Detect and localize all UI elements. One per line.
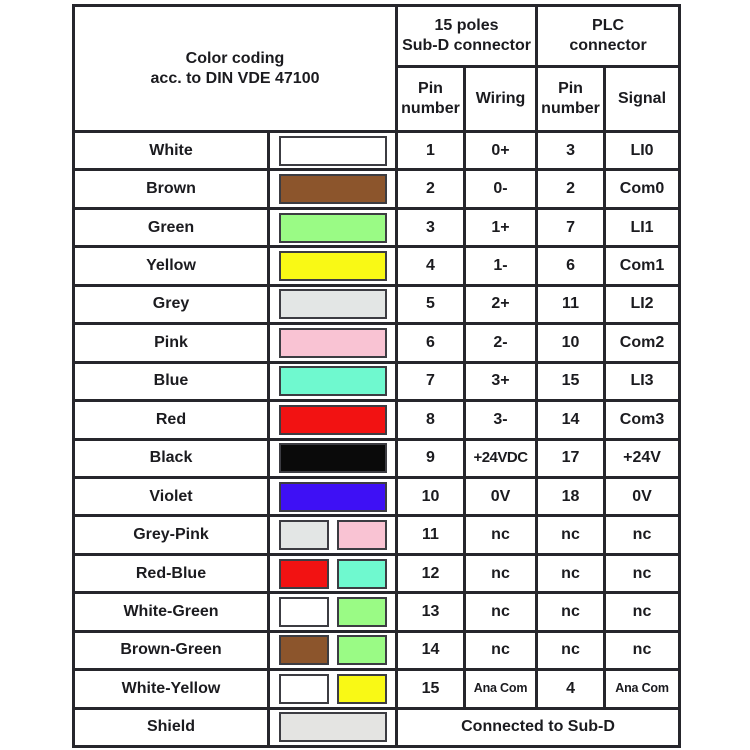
column-header-signal: Signal <box>605 67 680 132</box>
signal-value: nc <box>605 516 680 554</box>
table-header <box>74 6 680 132</box>
wiring-value: 0+ <box>465 132 537 170</box>
group-header-row <box>74 6 680 67</box>
subd-pin-number: 1 <box>397 132 465 170</box>
table-body <box>74 132 680 709</box>
wiring-value: 0V <box>465 477 537 515</box>
wiring-value: 2+ <box>465 285 537 323</box>
plc-pin-number: 7 <box>537 208 605 246</box>
signal-value: LI0 <box>605 132 680 170</box>
signal-value: LI1 <box>605 208 680 246</box>
plc-pin-number: 2 <box>537 170 605 208</box>
color-name: Red-Blue <box>74 554 269 592</box>
color-coding-table <box>72 4 681 748</box>
subd-pin-header-line1: Pin <box>418 80 443 97</box>
signal-value: nc <box>605 554 680 592</box>
wiring-value: 1+ <box>465 208 537 246</box>
table-row <box>74 477 680 515</box>
table-title <box>74 6 397 132</box>
group-header-subd-line1: 15 poles <box>434 17 499 34</box>
group-header-plc-line2: connector <box>569 37 647 54</box>
table-row <box>74 247 680 285</box>
table-row <box>74 593 680 631</box>
signal-value: Com3 <box>605 401 680 439</box>
color-name: Pink <box>74 324 269 362</box>
color-swatch <box>279 213 387 243</box>
plc-pin-number: 4 <box>537 670 605 708</box>
color-swatch <box>279 328 387 358</box>
color-swatch <box>279 366 387 396</box>
color-swatch-cell <box>269 439 397 477</box>
color-name: Black <box>74 439 269 477</box>
wiring-value: 2- <box>465 324 537 362</box>
color-name: White <box>74 132 269 170</box>
color-name: Green <box>74 208 269 246</box>
color-swatch-cell <box>269 593 397 631</box>
swatch-wrap <box>270 482 395 512</box>
color-swatch <box>337 520 387 550</box>
color-swatch-cell <box>269 516 397 554</box>
wiring-value: Ana Com <box>465 670 537 708</box>
color-swatch <box>279 559 329 589</box>
color-swatch <box>337 635 387 665</box>
swatch-wrap <box>270 520 395 550</box>
swatch-wrap <box>270 674 395 704</box>
plc-pin-number: 6 <box>537 247 605 285</box>
color-swatch-cell <box>269 247 397 285</box>
signal-value: 0V <box>605 477 680 515</box>
color-swatch-cell <box>269 324 397 362</box>
wiring-value: nc <box>465 516 537 554</box>
subd-pin-number: 10 <box>397 477 465 515</box>
subd-pin-number: 2 <box>397 170 465 208</box>
wiring-value: nc <box>465 631 537 669</box>
plc-pin-number: 10 <box>537 324 605 362</box>
color-swatch <box>279 174 387 204</box>
signal-value: nc <box>605 631 680 669</box>
plc-pin-header-line2: number <box>541 100 600 117</box>
plc-pin-number: nc <box>537 593 605 631</box>
table-row <box>74 285 680 323</box>
group-header-plc-line1: PLC <box>592 17 625 34</box>
swatch-wrap <box>270 213 395 243</box>
wiring-value: 0- <box>465 170 537 208</box>
table-title-line1: Color coding <box>185 49 285 67</box>
color-swatch <box>279 520 329 550</box>
table-row <box>74 401 680 439</box>
color-name: White-Green <box>74 593 269 631</box>
plc-pin-number: nc <box>537 631 605 669</box>
subd-pin-number: 7 <box>397 362 465 400</box>
wiring-value: 1- <box>465 247 537 285</box>
color-name: Brown <box>74 170 269 208</box>
color-swatch-cell <box>269 208 397 246</box>
column-header-wiring: Wiring <box>465 67 537 132</box>
color-swatch-cell <box>269 362 397 400</box>
color-swatch <box>279 289 387 319</box>
shield-color-swatch <box>279 712 387 742</box>
subd-pin-number: 11 <box>397 516 465 554</box>
subd-pin-number: 6 <box>397 324 465 362</box>
table-row <box>74 516 680 554</box>
subd-pin-number: 14 <box>397 631 465 669</box>
wiring-value: nc <box>465 554 537 592</box>
color-swatch <box>279 597 329 627</box>
color-name: White-Yellow <box>74 670 269 708</box>
table-row <box>74 208 680 246</box>
signal-value: LI2 <box>605 285 680 323</box>
color-swatch <box>337 597 387 627</box>
wiring-value: 3+ <box>465 362 537 400</box>
subd-pin-number: 5 <box>397 285 465 323</box>
swatch-wrap <box>270 443 395 473</box>
color-swatch <box>279 136 387 166</box>
signal-value: +24V <box>605 439 680 477</box>
color-swatch-cell <box>269 670 397 708</box>
color-swatch-cell <box>269 477 397 515</box>
signal-value: Com1 <box>605 247 680 285</box>
group-header-subd-line2: Sub-D connector <box>402 37 531 54</box>
color-name: Shield <box>74 708 269 746</box>
signal-value: LI3 <box>605 362 680 400</box>
color-swatch <box>279 251 387 281</box>
color-name: Yellow <box>74 247 269 285</box>
plc-pin-number: 14 <box>537 401 605 439</box>
color-swatch-cell <box>269 631 397 669</box>
plc-pin-number: nc <box>537 516 605 554</box>
signal-value: Com0 <box>605 170 680 208</box>
color-swatch <box>279 674 329 704</box>
color-name: Violet <box>74 477 269 515</box>
swatch-wrap <box>270 366 395 396</box>
group-header-subd-connector <box>397 6 537 67</box>
plc-pin-number: 17 <box>537 439 605 477</box>
subd-pin-number: 12 <box>397 554 465 592</box>
shield-note: Connected to Sub-D <box>397 708 680 746</box>
swatch-wrap <box>270 712 395 742</box>
wiring-value: +24VDC <box>465 439 537 477</box>
table-row <box>74 554 680 592</box>
table-row <box>74 170 680 208</box>
color-swatch-cell <box>269 132 397 170</box>
color-name: Grey <box>74 285 269 323</box>
swatch-wrap <box>270 251 395 281</box>
color-name: Red <box>74 401 269 439</box>
subd-pin-number: 15 <box>397 670 465 708</box>
table-row <box>74 439 680 477</box>
swatch-wrap <box>270 136 395 166</box>
swatch-wrap <box>270 597 395 627</box>
subd-pin-header-line2: number <box>401 100 460 117</box>
table-row <box>74 670 680 708</box>
signal-value: nc <box>605 593 680 631</box>
wiring-value: nc <box>465 593 537 631</box>
color-swatch-cell <box>269 285 397 323</box>
swatch-wrap <box>270 174 395 204</box>
swatch-wrap <box>270 635 395 665</box>
subd-pin-number: 3 <box>397 208 465 246</box>
table-row <box>74 631 680 669</box>
table-footer <box>74 708 680 746</box>
shield-row <box>74 708 680 746</box>
color-name: Blue <box>74 362 269 400</box>
group-header-plc-connector <box>537 6 680 67</box>
swatch-wrap <box>270 405 395 435</box>
plc-pin-number: 18 <box>537 477 605 515</box>
color-name: Brown-Green <box>74 631 269 669</box>
swatch-wrap <box>270 289 395 319</box>
plc-pin-number: 15 <box>537 362 605 400</box>
plc-pin-header-line1: Pin <box>558 80 583 97</box>
table-row <box>74 362 680 400</box>
subd-pin-number: 4 <box>397 247 465 285</box>
color-swatch <box>279 635 329 665</box>
color-swatch-cell <box>269 554 397 592</box>
subd-pin-number: 13 <box>397 593 465 631</box>
wiring-value: 3- <box>465 401 537 439</box>
table-row <box>74 324 680 362</box>
color-swatch-cell <box>269 401 397 439</box>
color-swatch <box>279 443 387 473</box>
plc-pin-number: 3 <box>537 132 605 170</box>
table-row <box>74 132 680 170</box>
swatch-wrap <box>270 328 395 358</box>
color-swatch-cell <box>269 708 397 746</box>
column-header-plc-pin-number <box>537 67 605 132</box>
color-swatch <box>279 482 387 512</box>
color-swatch-cell <box>269 170 397 208</box>
subd-pin-number: 9 <box>397 439 465 477</box>
plc-pin-number: 11 <box>537 285 605 323</box>
color-swatch <box>279 405 387 435</box>
signal-value: Ana Com <box>605 670 680 708</box>
color-swatch <box>337 674 387 704</box>
subd-pin-number: 8 <box>397 401 465 439</box>
plc-pin-number: nc <box>537 554 605 592</box>
signal-value: Com2 <box>605 324 680 362</box>
color-swatch <box>337 559 387 589</box>
swatch-wrap <box>270 559 395 589</box>
table-title-line2: acc. to DIN VDE 47100 <box>150 69 320 87</box>
color-name: Grey-Pink <box>74 516 269 554</box>
column-header-subd-pin-number <box>397 67 465 132</box>
